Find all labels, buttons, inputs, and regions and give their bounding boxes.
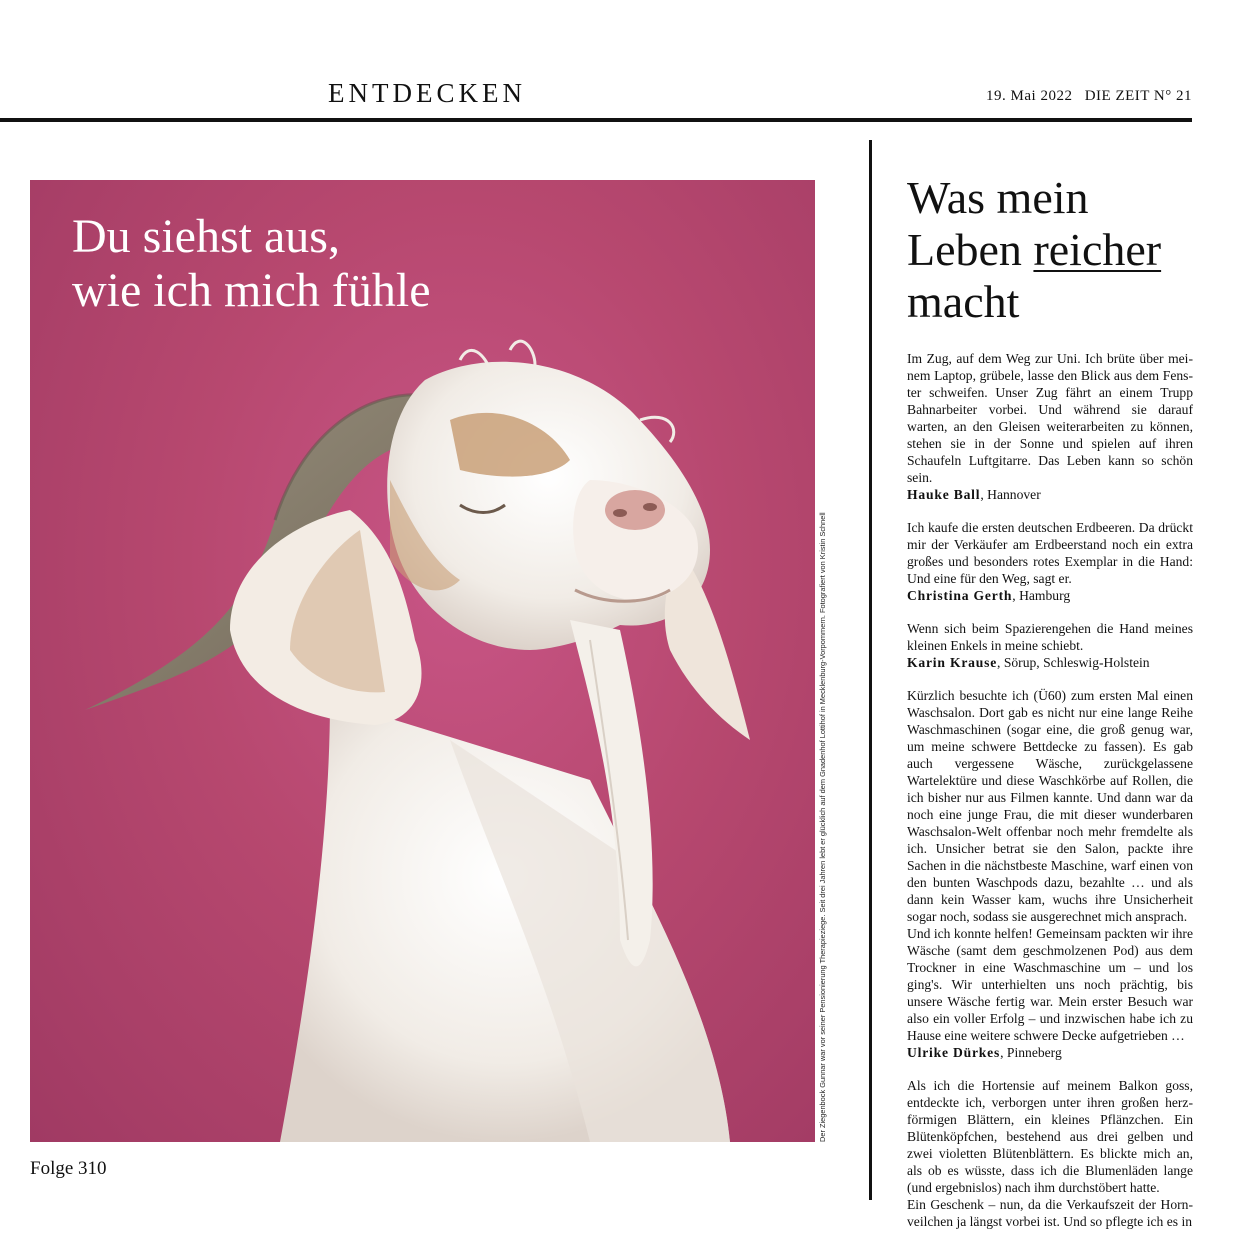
- article-title: [907, 172, 1193, 328]
- series-number: Folge 310: [30, 1158, 107, 1179]
- entry-byline: [907, 587, 1193, 604]
- author-name: Hauke Ball: [907, 487, 981, 502]
- photo-credit: Der Ziegenbock Gunnar war vor seiner Pensionierung Therapieziege. Seit drei Jahren lebt er glücklich auf dem Gnadenhof Lottihof in Mecklenburg-Vorpommern. Fotografiert von Kristin Schnell: [818, 512, 827, 1142]
- issue-date: 19. Mai 2022: [986, 88, 1073, 104]
- reader-entry: [907, 1077, 1193, 1230]
- reader-entry: [907, 519, 1193, 604]
- publication-name: DIE ZEIT N° 21: [1084, 88, 1192, 104]
- entry-text: Wenn sich beim Spazierengehen die Hand meines kleinen Enkels in meine schiebt.: [907, 621, 1193, 653]
- article-title-line2a: Leben: [907, 224, 1034, 275]
- column-rule: [869, 140, 872, 1200]
- goat-nose: [605, 490, 665, 530]
- author-name: Karin Krause: [907, 655, 998, 670]
- entry-byline: [907, 654, 1193, 671]
- author-place: , Sörup, Schleswig-Holstein: [997, 655, 1150, 670]
- goat-illustration: [30, 180, 815, 1142]
- entry-text-continued: Ein Geschenk – nun, da die Verkaufszeit der Hornveilchen ja längst vorbei ist. Und so pflegte ich es in: [907, 1197, 1193, 1229]
- article-title-line3: macht: [907, 276, 1020, 327]
- entry-byline: [907, 1044, 1193, 1061]
- entry-text: Im Zug, auf dem Weg zur Uni. Ich brüte über meinem Laptop, grübele, lasse den Blick aus dem Fenster schweifen. Unser Zug fährt an einem Trupp Bahnarbeiter vorbei. Und während sie darauf warten, an den Gleisen weiterarbeiten zu können, stehen sie in der Sonne und spielen auf ihren Schaufeln Luftgitarre. Das Leben kann so schön sein.: [907, 351, 1193, 485]
- entry-text-continued: Und ich konnte helfen! Gemeinsam packten wir ihre Wäsche (samt dem geschmolzenen Pod) aus dem Trockner in eine Waschmaschine um – und los ging's. Wir unterhielten uns noch prächtig, bis unsere Wäsche fertig war. Mein erster Besuch war also ein voller Erfolg – und inzwischen habe ich zu Hause eine weitere schwere Decke aufgetrieben …: [907, 926, 1193, 1043]
- article-title-line1: Was mein: [907, 172, 1089, 223]
- author-place: , Hannover: [980, 487, 1041, 502]
- author-name: Christina Gerth: [907, 588, 1013, 603]
- article-title-underlined-word: reicher: [1033, 224, 1162, 275]
- photo-headline-line1: Du siehst aus,: [72, 210, 340, 263]
- author-place: , Pinneberg: [1000, 1045, 1062, 1060]
- photo-headline: [72, 210, 431, 318]
- author-name: Ulrike Dürkes: [907, 1045, 1001, 1060]
- article: [907, 172, 1193, 1246]
- author-place: , Hamburg: [1012, 588, 1071, 603]
- entry-byline: [907, 486, 1193, 503]
- section-label: ENTDECKEN: [328, 78, 526, 108]
- header-rule: [0, 118, 1192, 122]
- reader-entry: [907, 687, 1193, 1061]
- reader-entry: [907, 350, 1193, 503]
- issue-info: [986, 88, 1192, 105]
- entry-text: Kürzlich besuchte ich (Ü60) zum ersten Mal einen Waschsalon. Dort gab es nicht nur eine lange Reihe Waschmaschinen (sogar eine, die groß genug war, um meine schwere Bettdecke zu fassen). Es gab auch vergessene Wäsche, zurückgelassene Wartelektüre und diese Waschkörbe auf Rollen, die ich bisher nur aus Filmen kannte. Und dann war da noch eine junge Frau, die mit dieser wunderbaren Waschsalon-Welt offenbar noch mehr fremdelte als ich. Unsicher betrat sie den Salon, packte ihre Sachen in die nächstbeste Maschine, warf einen von den bunten Waschpods dazu, bezahlte … und als dann kein Wasser kam, wuchs ihre Unsicherheit sogar noch, sodass sie ausgerechnet mich ansprach.: [907, 688, 1193, 924]
- photo-headline-line2: wie ich mich fühle: [72, 264, 431, 317]
- reader-entry: [907, 620, 1193, 671]
- entry-text: Als ich die Hortensie auf meinem Balkon goss, entdeckte ich, verborgen unter ihren großen herzförmigen Blättern, ein kleines Pflänzchen. Ein Blütenköpfchen, bestehend aus drei gelben und zwei violetten Blütenblättern. Es blickte mich an, als ob es wüsste, dass ich die Blumenläden lange (und ergebnislos) nach ihm durchstöbert hatte.: [907, 1078, 1193, 1195]
- goat-photo: [30, 180, 815, 1142]
- entry-text: Ich kaufe die ersten deutschen Erdbeeren. Da drückt mir der Verkäufer am Erdbeerstand noch ein extra großes und besonders rotes Exemplar in die Hand: Und eine für den Weg, sagt er.: [907, 520, 1193, 586]
